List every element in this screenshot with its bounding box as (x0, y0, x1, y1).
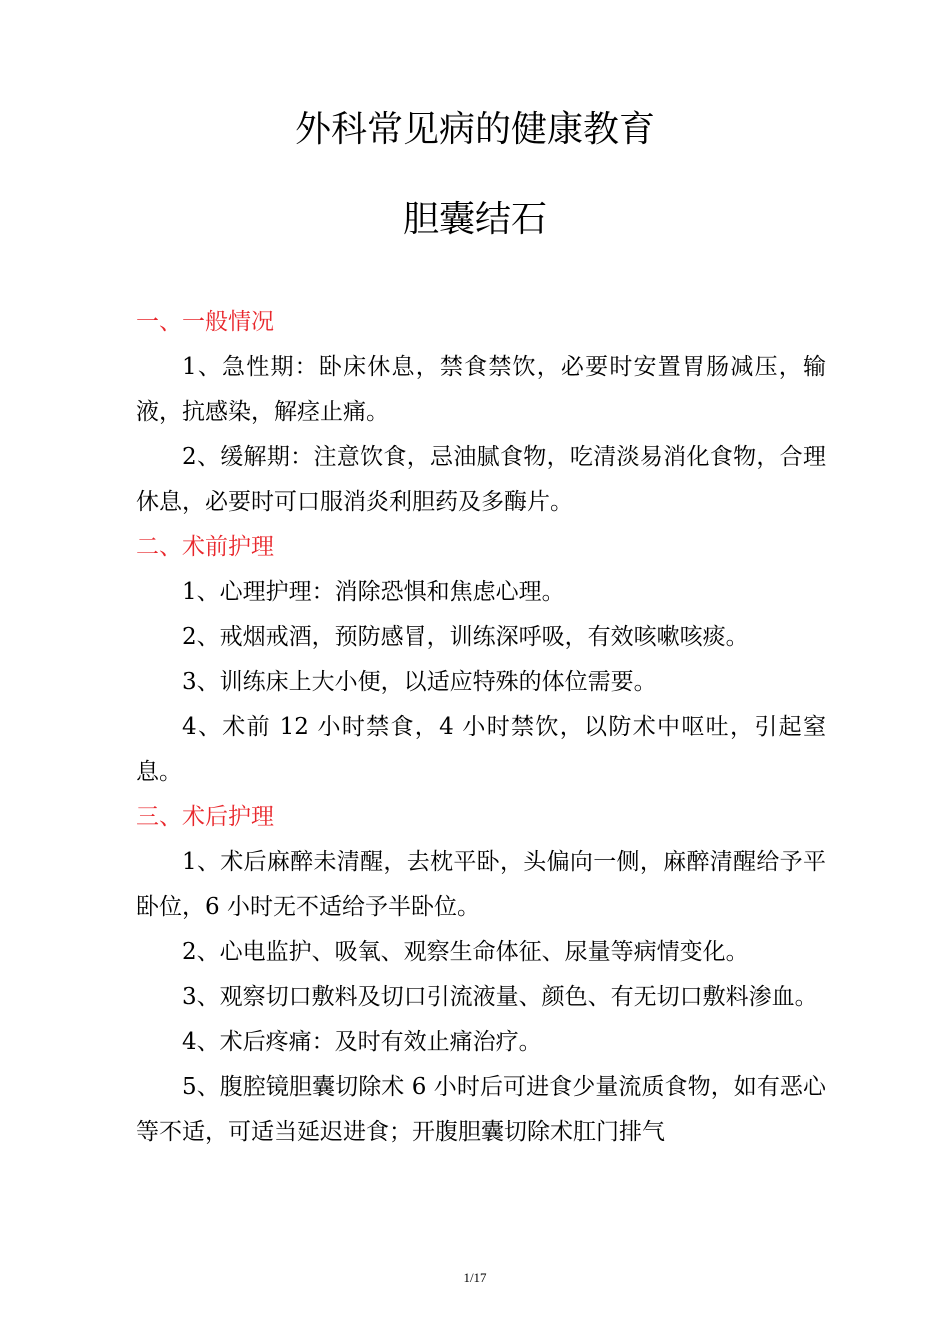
paragraph: 2、缓解期：注意饮食，忌油腻食物，吃清淡易消化食物，合理休息，必要时可口服消炎利胆药及多酶片。 (136, 444, 826, 515)
paragraph: 2、戒烟戒酒，预防感冒，训练深呼吸，有效咳嗽咳痰。 (182, 624, 749, 650)
paragraph: 3、训练床上大小便，以适应特殊的体位需要。 (182, 669, 657, 695)
paragraph: 5、腹腔镜胆囊切除术 6 小时后可进食少量流质食物，如有恶心等不适，可适当延迟进食；开腹胆囊切除术肛门排气 (136, 1074, 826, 1145)
section-preoperative-care (136, 525, 826, 795)
document-title: 外科常见病的健康教育 (294, 109, 655, 150)
document-body (136, 300, 826, 1155)
section-general (136, 300, 826, 525)
paragraph: 1、术后麻醉未清醒，去枕平卧，头偏向一侧，麻醉清醒给予平卧位，6 小时无不适给予半卧位。 (136, 849, 826, 920)
paragraph: 4、术前 12 小时禁食，4 小时禁饮，以防术中呕吐，引起窒息。 (136, 714, 826, 785)
paragraph: 3、观察切口敷料及切口引流液量、颜色、有无切口敷料渗血。 (182, 984, 818, 1010)
paragraph: 1、心理护理：消除恐惧和焦虑心理。 (182, 579, 565, 605)
paragraph: 2、心电监护、吸氧、观察生命体征、尿量等病情变化。 (182, 939, 749, 965)
paragraph: 1、急性期：卧床休息，禁食禁饮，必要时安置胃肠减压，输液，抗感染，解痉止痛。 (136, 354, 826, 425)
section-heading: 一、一般情况 (136, 309, 274, 335)
section-postoperative-care (136, 795, 826, 1155)
paragraph: 4、术后疼痛：及时有效止痛治疗。 (182, 1029, 542, 1055)
section-heading: 三、术后护理 (136, 804, 274, 830)
document-subtitle: 胆囊结石 (402, 199, 547, 240)
page-number: 1/17 (463, 1270, 487, 1285)
section-heading: 二、术前护理 (136, 534, 274, 560)
